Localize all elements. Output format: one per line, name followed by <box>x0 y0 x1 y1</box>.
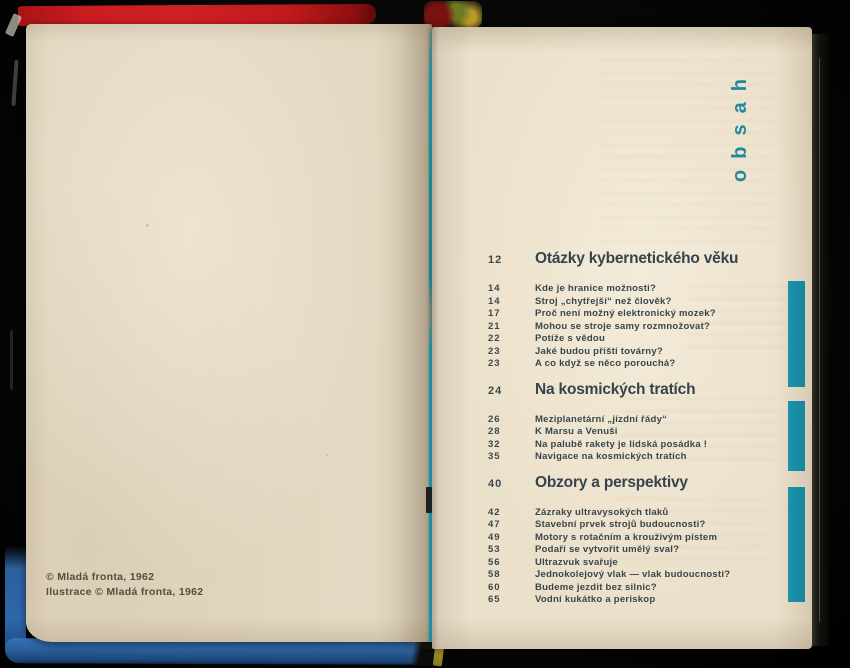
page-stack-edge <box>812 34 829 646</box>
entry-page-number: 58 <box>488 569 501 580</box>
blue-cover-edge-left <box>5 546 26 650</box>
entry-page-number: 56 <box>488 556 501 568</box>
entry-page-number: 53 <box>488 544 501 555</box>
section-title: Obzory a perspektivy <box>535 473 688 491</box>
entry-title: Meziplanetární „jízdní řády“ <box>535 413 668 425</box>
entry-title: Jaké budou příští továrny? <box>535 345 663 357</box>
entry-page-number: 14 <box>488 283 501 294</box>
toc-entry <box>488 358 798 371</box>
section-page-number: 40 <box>488 477 503 490</box>
toc-section <box>488 474 798 607</box>
teal-index-bar <box>788 487 805 602</box>
entry-title: Zázraky ultravysokých tlaků <box>535 506 669 518</box>
entry-title: Vodní kukátko a periskop <box>535 594 656 605</box>
entry-page-number: 21 <box>488 320 501 332</box>
right-page <box>432 27 812 649</box>
entry-page-number: 42 <box>488 506 501 518</box>
toc-entry <box>488 414 798 427</box>
entry-title: Jednokolejový vlak — vlak budoucnosti? <box>535 569 731 580</box>
entry-title: K Marsu a Venuši <box>535 426 618 437</box>
toc-item-list <box>488 414 798 464</box>
toc-entry <box>488 544 798 557</box>
spine-black-mark <box>426 487 432 513</box>
blue-cover-edge-bottom <box>5 638 441 665</box>
toc-entry <box>488 519 798 532</box>
entry-title: Potíže s vědou <box>535 333 606 344</box>
entry-title: Na palubě rakety je lidská posádka ! <box>535 438 708 450</box>
entry-page-number: 26 <box>488 413 501 425</box>
paper-speck <box>146 224 149 227</box>
entry-title: Ultrazvuk svařuje <box>535 556 618 568</box>
cover-art-edge <box>424 1 482 28</box>
section-page-number: 12 <box>488 254 503 266</box>
toc <box>488 250 798 617</box>
spine-teal-line <box>429 32 432 642</box>
toc-entry <box>488 532 798 545</box>
entry-page-number: 49 <box>488 531 501 543</box>
entry-page-number: 14 <box>488 295 501 307</box>
entry-page-number: 23 <box>488 345 501 357</box>
entry-page-number: 32 <box>488 438 501 450</box>
toc-entry <box>488 507 798 520</box>
toc-entry <box>488 426 798 439</box>
entry-page-number: 22 <box>488 333 501 344</box>
dust-scratch <box>11 60 18 106</box>
spine-title-obsah <box>729 55 755 195</box>
entry-page-number: 17 <box>488 308 501 319</box>
copyright-line: © Mladá fronta, 1962 <box>46 571 155 583</box>
entry-title: Mohou se stroje samy rozmnožovat? <box>535 320 711 332</box>
spine-title-label: obsah <box>729 68 751 182</box>
section-title: Otázky kybernetického věku <box>535 250 739 267</box>
entry-page-number: 28 <box>488 426 501 437</box>
toc-entry <box>488 439 798 452</box>
toc-entry <box>488 346 798 359</box>
toc-entry <box>488 594 798 607</box>
entry-page-number: 47 <box>488 519 501 530</box>
entry-title: A co když se něco porouchá? <box>535 358 676 369</box>
section-title: Na kosmických tratích <box>535 380 696 398</box>
copyright-line: Ilustrace © Mladá fronta, 1962 <box>46 586 204 598</box>
entry-title: Budeme jezdit bez silnic? <box>535 581 657 593</box>
toc-section <box>488 250 798 371</box>
entry-page-number: 23 <box>488 358 501 369</box>
red-cover-edge <box>18 4 376 26</box>
section-page-number: 24 <box>488 384 503 397</box>
toc-section <box>488 381 798 464</box>
entry-title: Stroj „chytřejší“ než člověk? <box>535 295 672 307</box>
toc-item-list <box>488 507 798 607</box>
entry-page-number: 60 <box>488 581 501 593</box>
toc-section-heading <box>488 381 798 402</box>
teal-index-bar <box>788 401 805 471</box>
entry-title: Podaří se vytvořit umělý sval? <box>535 544 680 555</box>
toc-entry <box>488 308 798 321</box>
toc-entry <box>488 321 798 334</box>
toc-entry <box>488 557 798 570</box>
entry-title: Motory s rotačním a krouživým pístem <box>535 531 718 543</box>
entry-title: Kde je hranice možnosti? <box>535 283 657 294</box>
copyright-block <box>46 570 203 600</box>
toc-entry <box>488 582 798 595</box>
toc-entry <box>488 296 798 309</box>
entry-title: Stavební prvek strojů budoucnosti? <box>535 519 706 530</box>
entry-page-number: 65 <box>488 594 501 605</box>
toc-entry <box>488 569 798 582</box>
toc-item-list <box>488 283 798 371</box>
toc-entry <box>488 333 798 346</box>
toc-entry <box>488 451 798 464</box>
toc-section-heading <box>488 474 798 495</box>
teal-index-bar <box>788 281 805 387</box>
entry-title: Proč není možný elektronický mozek? <box>535 308 716 319</box>
paper-speck <box>326 454 328 456</box>
left-page <box>26 24 432 642</box>
entry-page-number: 35 <box>488 451 501 462</box>
entry-title: Navigace na kosmických tratích <box>535 451 687 462</box>
dust-scratch <box>10 330 13 390</box>
toc-entry <box>488 283 798 296</box>
toc-section-heading <box>488 250 798 271</box>
